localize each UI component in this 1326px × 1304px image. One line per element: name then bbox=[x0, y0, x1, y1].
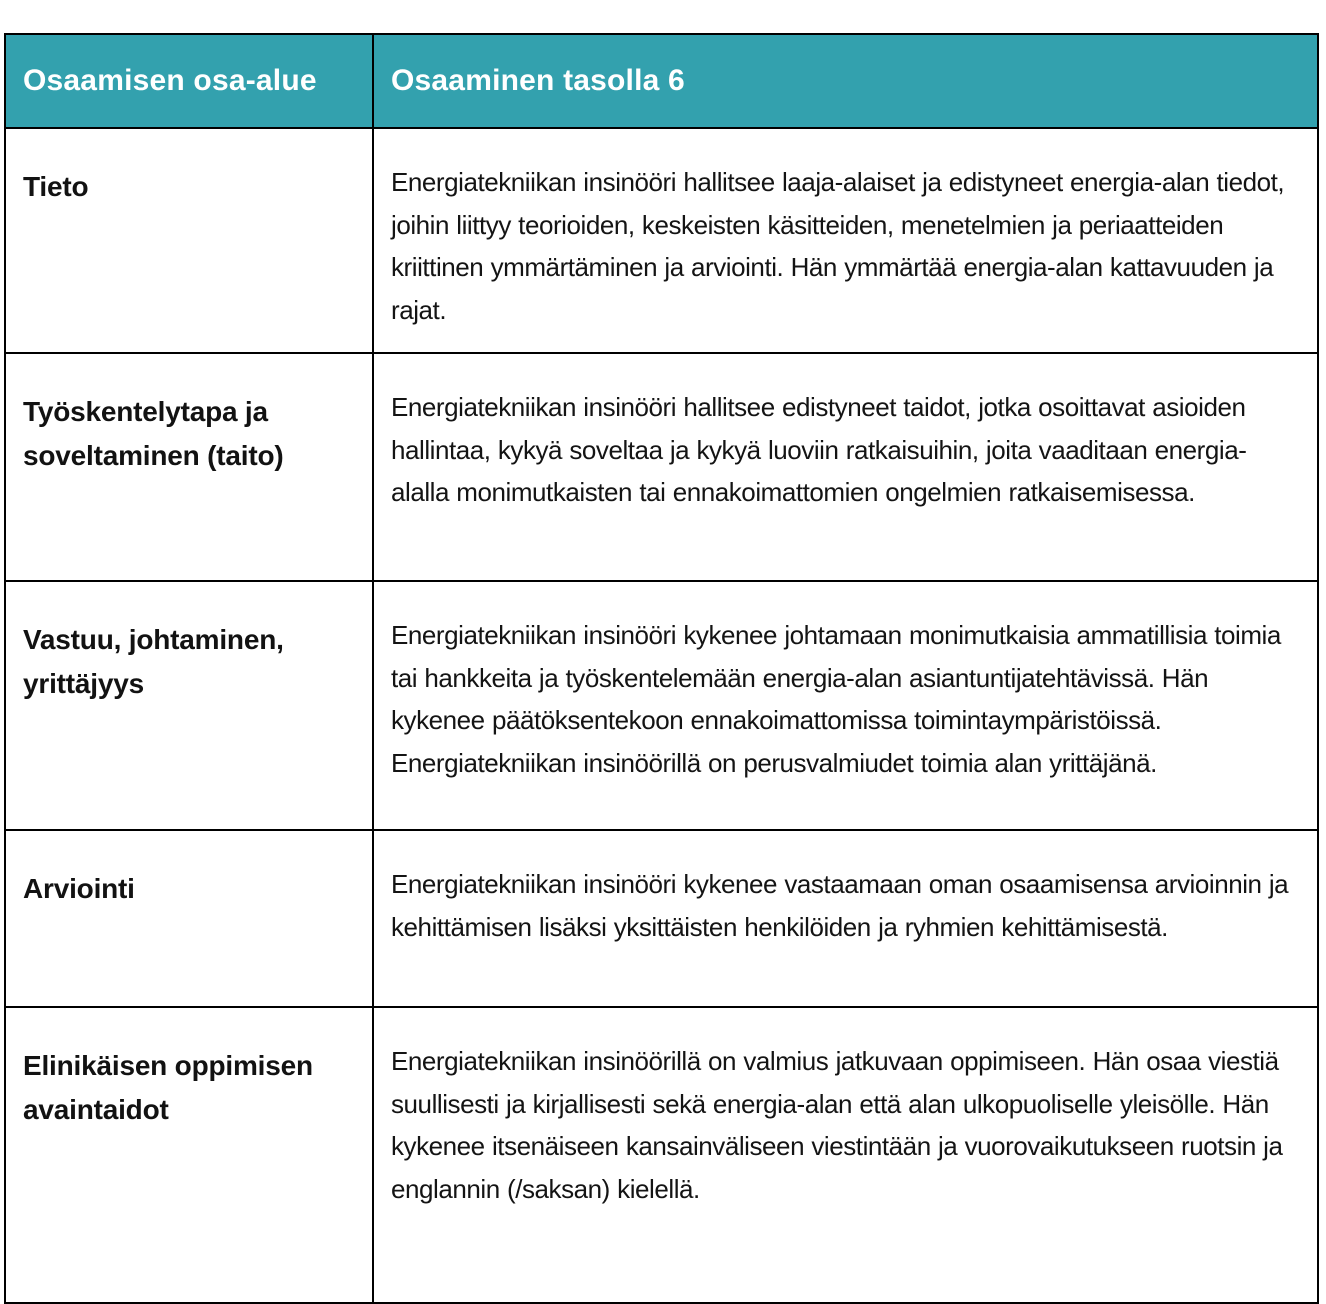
table-header-level-column bbox=[374, 35, 1317, 129]
row-tyoskentelytapa-area-cell: Työskentelytapa ja soveltaminen (taito) bbox=[6, 354, 374, 582]
header-label-area: Osaamisen osa-alue bbox=[23, 64, 317, 97]
row-arviointi-area-cell: Arviointi bbox=[6, 831, 374, 1008]
row-tieto-description-cell: Energiatekniikan insinööri hallitsee laaja-alaiset ja edistyneet energia-alan tiedot, joihin liittyy teorioiden, keskeisten käsitteiden, menetelmien ja periaatteiden kriittinen ymmärtäminen ja arviointi. Hän ymmärtää energia-alan kattavuuden ja rajat. bbox=[374, 129, 1317, 354]
row-elinikainen-description-cell: Energiatekniikan insinöörillä on valmius jatkuvaan oppimiseen. Hän osaa viestiä suullisesti ja kirjallisesti sekä energia-alan että alan ulkopuoliselle yleisölle. Hän kykenee itsenäiseen kansainväliseen viestintään ja vuorovaikutukseen ruotsin ja englannin (/saksan) kielellä. bbox=[391, 1046, 1283, 1204]
competence-table bbox=[4, 33, 1319, 1304]
row-vastuu-area-cell: Vastuu, johtaminen, yrittäjyys bbox=[6, 582, 374, 831]
row-vastuu-description-cell: Energiatekniikan insinööri kykenee johtamaan monimutkaisia ammatillisia toimia tai hankkeita ja työskentelemään energia-alan asiantuntijatehtävissä. Hän kykenee päätöksentekoon ennakoimattomissa toimintaympäristöissä. Energiatekniikan insinöörillä on perusvalmiudet toimia alan yrittäjänä. bbox=[374, 582, 1317, 831]
row-tieto-area-cell: Tieto bbox=[6, 129, 374, 354]
row-tyoskentelytapa-description-cell: Energiatekniikan insinööri hallitsee edistyneet taidot, jotka osoittavat asioiden hallintaa, kykyä soveltaa ja kykyä luoviin ratkaisuihin, joita vaaditaan energia-alalla monimutkaisten tai ennakoimattomien ongelmien ratkaisemisessa. bbox=[374, 354, 1317, 582]
header-label-level: Osaaminen tasolla 6 bbox=[391, 64, 685, 97]
row-arviointi-description-cell: Energiatekniikan insinööri kykenee vastaamaan oman osaamisensa arvioinnin ja kehittämisen lisäksi yksittäisten henkilöiden ja ryhmien kehittämisestä. bbox=[374, 831, 1317, 1008]
row-elinikainen-area-cell: Elinikäisen oppimisen avaintaidot bbox=[6, 1008, 374, 1302]
table-header-area-column bbox=[6, 35, 374, 129]
